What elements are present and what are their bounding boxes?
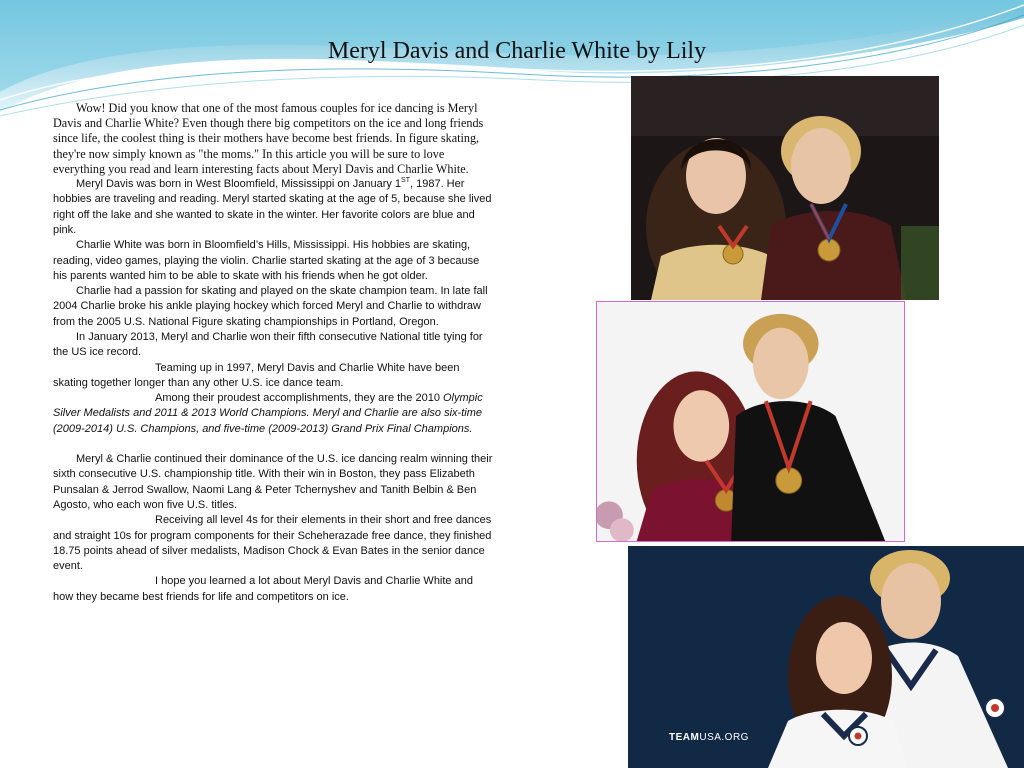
article-body (53, 101, 495, 605)
photo-medal-ceremony (596, 301, 905, 542)
paragraph-meryl-birth: Meryl Davis was born in West Bloomfield, Mississippi on January 1ST, 1987. Her hobbies are traveling and reading. Meryl started skating at the age of 5, because she lived right off the lake and she wanted to skate in the winter. Her favorite colors are blue and pink. (53, 177, 492, 236)
paragraph-accomplishments: Among their proudest accomplishments, they are the 2010 Olympic Silver Medalists and 2011 & 2013 World Champions. Meryl and Charlie are also six-time (2009-2014) U.S. Champions, and five-time (2009-2013) Grand Prix Final Champions. (53, 392, 483, 435)
paragraph-teaming: Teaming up in 1997, Meryl Davis and Charlie White have been skating together longer than any other U.S. ice dance team. (53, 361, 460, 389)
page-title: Meryl Davis and Charlie White by Lily (327, 38, 707, 64)
photo-team-usa (628, 546, 1024, 768)
paragraph-injury: Charlie had a passion for skating and played on the skate champion team. In late fall 2004 Charlie broke his ankle playing hockey which forced Meryl and Charlie to withdraw from the 2005 U.S. National Figure skating championships in Portland, Oregon. (53, 285, 488, 328)
team-usa-logo: TEAMUSA.ORG (669, 732, 749, 743)
spacer (53, 437, 495, 452)
paragraph-scores: Receiving all level 4s for their elements in their short and free dances and straight 10s for program components for their Scheherazade free dance, they finished 18.75 points ahead of silver medalists, Madison Chock & Evan Bates in the senior dance event. (53, 514, 492, 573)
paragraph-conclusion: I hope you learned a lot about Meryl Davis and Charlie White and how they became best friends for life and competitors on ice. (53, 575, 473, 603)
paragraph-national-title: In January 2013, Meryl and Charlie won their fifth consecutive National title tying for the US ice record. (53, 330, 483, 359)
photo-medal-podium (631, 76, 939, 300)
paragraph-dominance: Meryl & Charlie continued their dominance of the U.S. ice dancing realm winning their sixth consecutive U.S. championship title. With their win in Boston, they pass Elizabeth Punsalan & Jerrod Swallow, Naomi Lang & Peter Tchernyshev and Tanith Belbin & Ben Agosto, who each won five U.S. titles. (53, 453, 493, 511)
paragraph-charlie-birth: Charlie White was born in Bloomfield’s Hills, Mississippi. His hobbies are skating, reading, video games, playing the violin. Charlie started skating at the age of 3 because his parents wanted him to be able to skate with his friends when he got older. (53, 239, 480, 282)
paragraph-intro: Wow! Did you know that one of the most famous couples for ice dancing is Meryl Davis and Charlie White? Even though there big competitors on the ice and long friends since life, the coolest thing is their mothers have become best friends. In figure skating, they're now simply known as "the moms." In this article you will be sure to love everything you read and learn interesting facts about Meryl Davis and Charlie White. (53, 101, 484, 176)
